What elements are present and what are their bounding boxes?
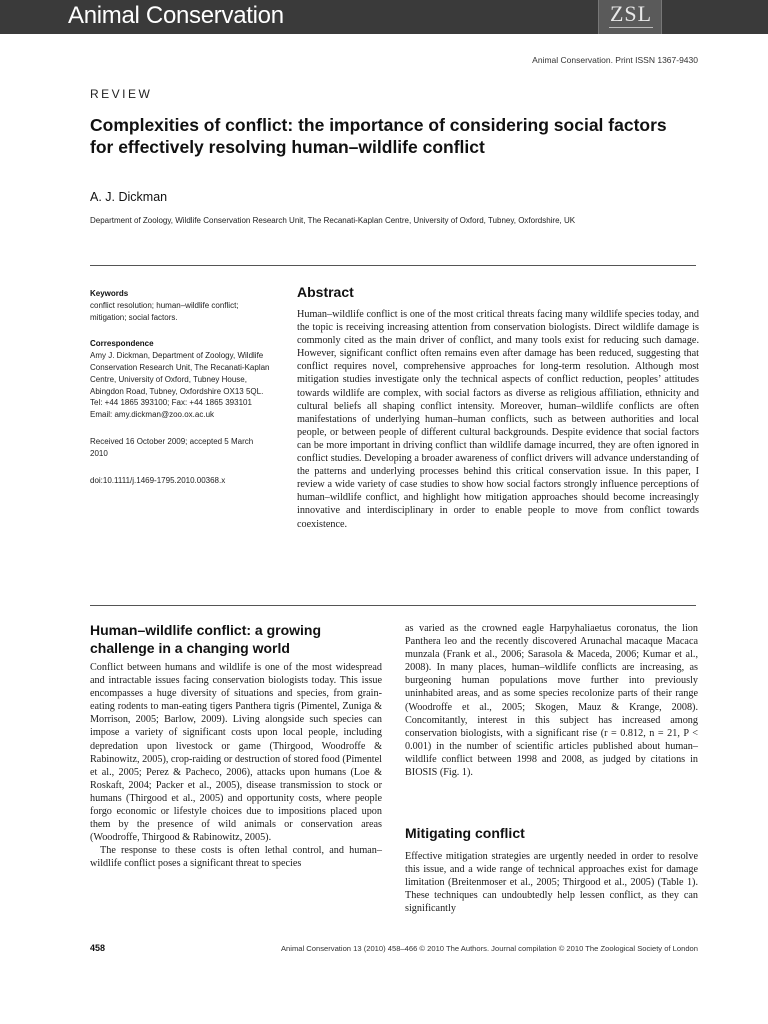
body-paragraph: Effective mitigation strategies are urgently needed in order to resolve this issue, and a wide range of technical approaches exist for damage limitation (Breitenmoser et al., 2005; Thirgood et al., 2005) (Table 1). These techniques can undoubtedly help lessen conflict, as they can significantly bbox=[405, 851, 698, 915]
correspondence: Amy J. Dickman, Department of Zoology, Wildlife Conservation Research Unit, The Recanati-Kaplan Centre, University of Oxford, Tubney House, Abingdon Road, Tubney, Oxfordshire OX13 5QL. Tel: +44 1865 393100; Fax: +44 1865 393101 Email: amy.dickman@zoo.ox.ac.uk bbox=[90, 351, 270, 420]
article-author: A. J. Dickman bbox=[90, 190, 168, 204]
divider-mid bbox=[90, 605, 696, 606]
journal-name: Animal Conservation bbox=[68, 2, 284, 29]
abstract-text: Human–wildlife conflict is one of the most critical threats facing many wildlife species today, and the topic is receiving increasing attention from conservation biologists. Direct wildlife damage is commonly cited as the main driver of conflict, and many tools exist for reducing such damage. However, significant conflict often remains even after damage has been reduced, suggesting that conflict requires novel, comprehensive approaches for long-term resolution. Although most mitigation studies investigate only the technical aspects of conflict reduction, peoples’ attitudes towards wildlife are complex, with social factors as diverse as religious affiliation, ethnicity and cultural beliefs all shaping conflict intensity. Moreover, human–wildlife conflicts are often manifestations of underlying human–human conflicts, such as between authorities and local people, or between people of different cultural backgrounds. Despite evidence that social factors can be more important in driving conflict than wildlife damage incurred, they are often ignored in conflict studies. Developing a broader awareness of conflict drivers will advance understanding of the patterns and underlying processes behind this critical conservation issue. In this paper, I review a wide variety of case studies to show how social factors strongly influence perceptions of human–wildlife conflict, and highlight how mitigation approaches should become increasingly innovative and interdisciplinary in order to enable people to move from conflict towards coexistence. bbox=[297, 309, 699, 530]
article-metadata bbox=[90, 288, 272, 486]
publisher-logo bbox=[598, 0, 662, 34]
logo-underline bbox=[599, 27, 663, 29]
publisher-logo-text: ZSL bbox=[609, 1, 653, 26]
abstract-heading: Abstract bbox=[297, 284, 354, 300]
divider-top bbox=[90, 265, 696, 266]
section-heading-mitigating-conflict: Mitigating conflict bbox=[405, 825, 525, 841]
body-paragraph: as varied as the crowned eagle Harpyhaliaetus coronatus, the lion Panthera leo and the recently discovered Arunachal macaque Macaca munzala (Frank et al., 2006; Sarasola & Maceda, 2006; Kumar et al., 2008). In many places, human–wildlife conflicts are increasing, as burgeoning human populations move further into previously uninhabited areas, and as some species recolonize parts of their range (Woodroffe et al., 2005; Skogen, Mauz & Krange, 2008). Concomitantly, interest in this subject has increased among conservation biologists, with a significant rise (r = 0.812, n = 21, P < 0.001) in the number of scientific articles published about human–wildlife conflict between 1998 and 2008, as judged by citations in BIOSIS (Fig. 1). bbox=[405, 623, 698, 779]
body-paragraph: Conflict between humans and wildlife is one of the most widespread and intractable issues facing conservation biologists today. This issue encompasses a huge diversity of situations and species, from grain-eating rodents to man-eating tigers Panthera tigris (Pimentel, Zuniga & Morrison, 2005; Barlow, 2009). Living alongside such species can impose a variety of significant costs upon local people, including depredation upon livestock or game (Thirgood, Woodroffe & Rabinowitz, 2005), crop-raiding or destruction of stored food (Pimentel et al., 2005; Perez & Pacheco, 2006), attacks upon humans (Loe & Roskaft, 2004; Packer et al., 2005), disease transmission to stock or humans (Thirgood et al., 2005) and opportunity costs, where people forgo economic or lifestyle choices due to impositions placed upon them by the presence of wild animals or conservation areas (Woodroffe, Thirgood & Rabinowitz, 2005). bbox=[90, 662, 382, 844]
section-heading-growing-challenge: Human–wildlife conflict: a growing challenge in a changing world bbox=[90, 622, 322, 656]
doi: doi:10.1111/j.1469-1795.2010.00368.x bbox=[90, 475, 226, 485]
page-number: 458 bbox=[90, 943, 106, 953]
section-label: REVIEW bbox=[90, 87, 153, 101]
body-column-right-lower bbox=[405, 850, 698, 915]
correspondence-label: Correspondence bbox=[90, 339, 154, 349]
keywords-label: Keywords bbox=[90, 289, 129, 298]
body-column-right bbox=[405, 622, 698, 779]
article-title: Complexities of conflict: the importance of considering social factors for effectively resolving human–wildlife conflict bbox=[90, 115, 667, 157]
received-dates: Received 16 October 2009; accepted 5 March 2010 bbox=[90, 436, 254, 458]
author-affiliation: Department of Zoology, Wildlife Conservation Research Unit, The Recanati-Kaplan Centre, University of Oxford, Tubney, Oxfordshire, UK bbox=[90, 216, 576, 225]
footer-citation: Animal Conservation 13 (2010) 458–466 © 2010 The Authors. Journal compilation © 2010 The Zoological Society of London bbox=[280, 944, 698, 953]
body-column-left bbox=[90, 661, 382, 871]
keywords: conflict resolution; human–wildlife conflict; mitigation; social factors. bbox=[90, 300, 239, 322]
body-paragraph: The response to these costs is often lethal control, and human–wildlife conflict poses a significant threat to species bbox=[90, 845, 382, 870]
print-issn: Animal Conservation. Print ISSN 1367-9430 bbox=[532, 55, 698, 65]
